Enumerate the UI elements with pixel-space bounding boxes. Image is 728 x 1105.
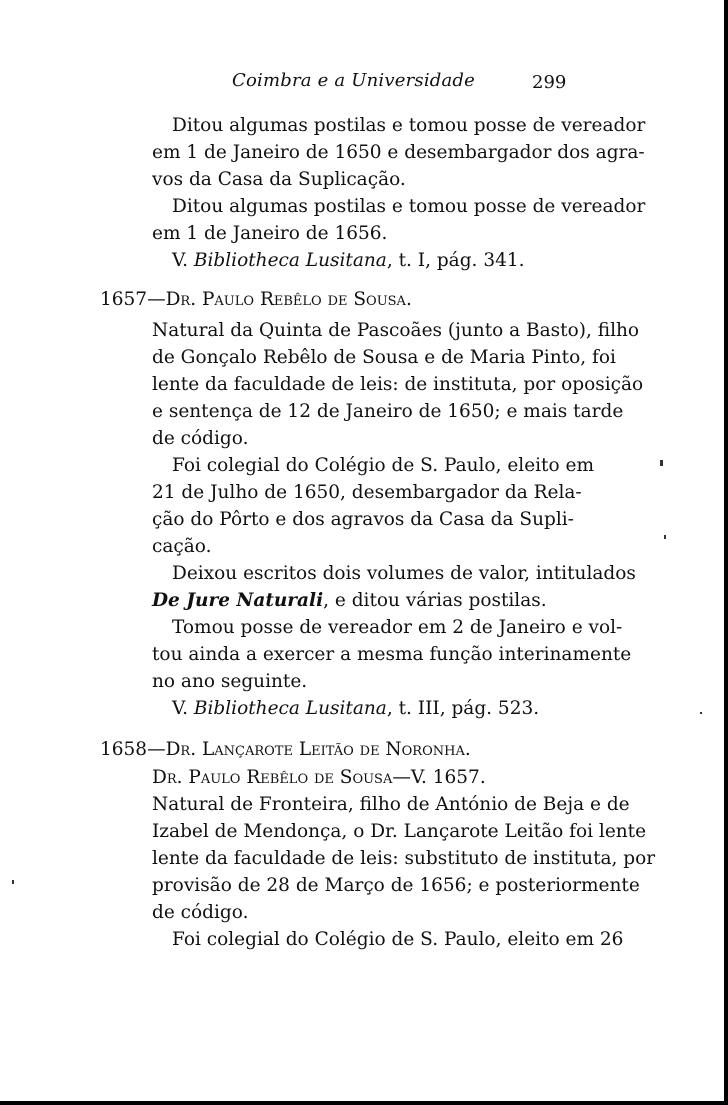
text-line: de código.: [152, 428, 249, 449]
text-line: Natural da Quinta de Pascoães (junto a Basto), filho: [152, 320, 640, 341]
scan-speck: [660, 460, 663, 466]
reference-title: Bibliotheca Lusitana: [193, 250, 387, 271]
entry-heading-1658: [100, 737, 471, 763]
text-line: Natural de Fronteira, filho de António de Beja e de: [152, 794, 630, 815]
text-line: de código.: [152, 902, 249, 923]
running-title: Coimbra e a Universidade: [232, 70, 476, 91]
scan-speck: [664, 535, 666, 539]
text-line: em 1 de Janeiro de 1650 e desembargador dos agra-: [152, 142, 645, 163]
scan-speck: [700, 712, 702, 714]
text-line: Deixou escritos dois volumes de valor, intitulados: [172, 563, 636, 584]
text-line: vos da Casa da Suplicação.: [152, 169, 406, 190]
page-number: 299: [532, 72, 567, 93]
cross-reference: Dr. Paulo Rebêlo de Sousa—V. 1657.: [152, 767, 486, 788]
scan-speck: [12, 880, 14, 884]
reference-line: V. Bibliotheca Lusitana, t. III, pág. 523.: [172, 698, 540, 719]
text-line: e sentença de 12 de Janeiro de 1650; e mais tarde: [152, 401, 624, 422]
page-header: [0, 70, 728, 94]
work-title: De Jure Naturali: [152, 590, 324, 611]
text-line: Foi colegial do Colégio de S. Paulo, eleito em 26: [172, 929, 624, 950]
text-line: 21 de Julho de 1650, desembargador da Rela-: [152, 482, 582, 503]
entry-heading-1657: [100, 287, 412, 313]
text-line: lente da faculdade de leis: substituto de instituta, por: [152, 848, 656, 869]
text-line: no ano seguinte.: [152, 671, 308, 692]
entry-name: Dr. Paulo Rebêlo de Sousa.: [165, 289, 412, 310]
text-line: de Gonçalo Rebêlo de Sousa e de Maria Pinto, foi: [152, 347, 616, 368]
reference-title: Bibliotheca Lusitana: [193, 698, 387, 719]
text-line: Ditou algumas postilas e tomou posse de vereador: [172, 115, 646, 136]
entry-year: 1657—: [100, 289, 166, 310]
text-line: Foi colegial do Colégio de S. Paulo, eleito em: [172, 455, 595, 476]
text-line: Tomou posse de vereador em 2 de Janeiro e vol-: [172, 617, 623, 638]
entry-name: Dr. Lançarote Leitão de Noronha.: [165, 739, 471, 760]
text-line: Izabel de Mendonça, o Dr. Lançarote Leitão foi lente: [152, 821, 647, 842]
text-line: Ditou algumas postilas e tomou posse de vereador: [172, 196, 646, 217]
text-line: tou ainda a exercer a mesma função interinamente: [152, 644, 632, 665]
text-line: De Jure Naturali, e ditou várias postilas.: [152, 590, 547, 611]
text-line: lente da faculdade de leis: de instituta, por oposição: [152, 374, 644, 395]
text-line: provisão de 28 de Março de 1656; e posteriormente: [152, 875, 640, 896]
entry-year: 1658—: [100, 739, 166, 760]
text-line: cação.: [152, 536, 212, 557]
text-line: ção do Pôrto e dos agravos da Casa da Supli-: [152, 509, 574, 530]
reference-line: V. Bibliotheca Lusitana, t. I, pág. 341.: [172, 250, 525, 271]
text-line: em 1 de Janeiro de 1656.: [152, 223, 388, 244]
